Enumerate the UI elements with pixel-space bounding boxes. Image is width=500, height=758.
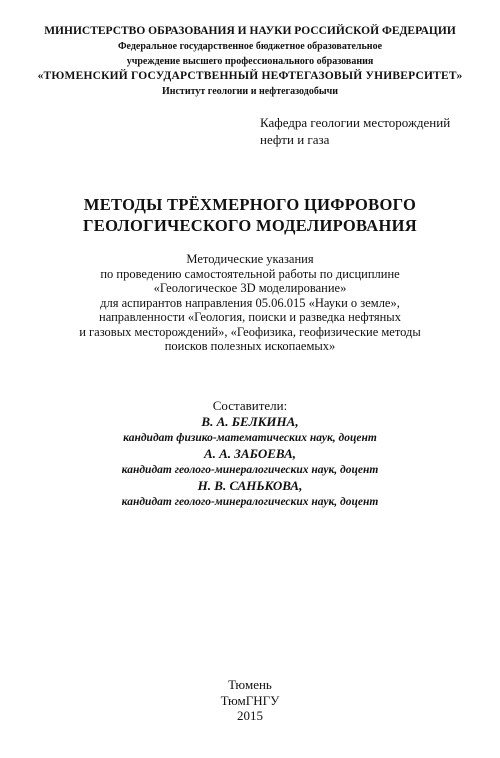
author-credential: кандидат геолого-минералогических наук, доцент bbox=[121, 464, 379, 476]
description-line: поисков полезных ископаемых» bbox=[164, 339, 336, 353]
ministry-line: МИНИСТЕРСТВО ОБРАЗОВАНИЯ И НАУКИ РОССИЙСКОЙ ФЕДЕРАЦИИ bbox=[44, 25, 456, 37]
institute-name: Институт геологии и нефтегазодобычи bbox=[161, 86, 339, 97]
author-credential: кандидат физико-математических наук, доцент bbox=[123, 432, 377, 444]
header-block bbox=[0, 24, 500, 99]
document-title bbox=[0, 194, 500, 236]
institution-type-line-1: Федеральное государственное бюджетное образовательное bbox=[117, 41, 383, 52]
description-block bbox=[0, 252, 500, 354]
imprint-publisher: ТюмГНГУ bbox=[220, 692, 280, 708]
institution-type-line-2: учреждение высшего профессионального образования bbox=[126, 56, 374, 67]
author-credential: кандидат геолого-минералогических наук, доцент bbox=[121, 496, 379, 508]
compilers-block bbox=[0, 398, 500, 510]
title-line-2: ГЕОЛОГИЧЕСКОГО МОДЕЛИРОВАНИЯ bbox=[83, 216, 417, 235]
compilers-label: Составители: bbox=[212, 398, 288, 413]
department-block bbox=[260, 114, 490, 148]
university-name: «ТЮМЕНСКИЙ ГОСУДАРСТВЕННЫЙ НЕФТЕГАЗОВЫЙ УНИВЕРСИТЕТ» bbox=[37, 70, 463, 82]
author-name: Н. В. САНЬКОВА, bbox=[197, 478, 303, 493]
description-line: по проведению самостоятельной работы по дисциплине bbox=[100, 266, 400, 281]
department-line-2: нефти и газа bbox=[260, 132, 330, 147]
imprint-city: Тюмень bbox=[228, 677, 272, 692]
description-line: «Геологическое 3D моделирование» bbox=[153, 281, 347, 295]
author-name: В. А. БЕЛКИНА, bbox=[201, 414, 299, 429]
description-line: направленности «Геология, поиски и разведка нефтяных bbox=[99, 310, 401, 324]
author-name: А. А. ЗАБОЕВА, bbox=[203, 446, 297, 461]
description-line: Методические указания bbox=[186, 252, 314, 266]
description-line: и газовых месторождений», «Геофизика, геофизические методы bbox=[79, 324, 421, 339]
description-line: для аспирантов направления 05.06.015 «Науки о земле», bbox=[100, 295, 400, 310]
imprint-block bbox=[0, 677, 500, 724]
department-line-1: Кафедра геологии месторождений bbox=[260, 115, 451, 130]
title-line-1: МЕТОДЫ ТРЁХМЕРНОГО ЦИФРОВОГО bbox=[83, 195, 417, 214]
imprint-year: 2015 bbox=[237, 708, 263, 723]
